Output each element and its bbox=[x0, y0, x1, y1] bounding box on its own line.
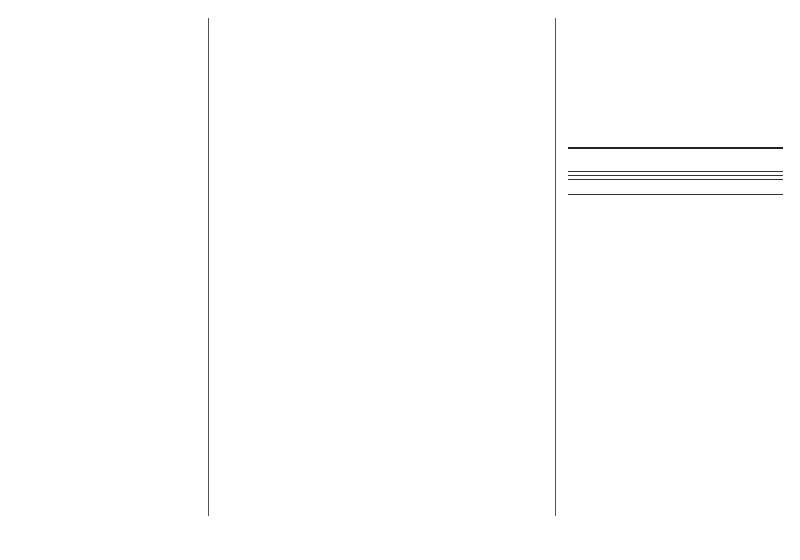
price-row bbox=[568, 183, 783, 191]
footer-note bbox=[568, 198, 783, 206]
rule bbox=[568, 179, 783, 180]
rule bbox=[568, 194, 783, 195]
rule bbox=[568, 147, 783, 149]
book-pinyin bbox=[568, 160, 783, 168]
copyright-column bbox=[568, 20, 783, 214]
column-divider-3 bbox=[555, 18, 556, 516]
book-title bbox=[568, 152, 783, 160]
price-label bbox=[568, 183, 604, 191]
rule bbox=[568, 171, 783, 172]
price-value bbox=[604, 183, 783, 191]
column-divider-1 bbox=[208, 18, 209, 516]
footer-phone bbox=[568, 206, 783, 214]
rule bbox=[568, 175, 783, 176]
